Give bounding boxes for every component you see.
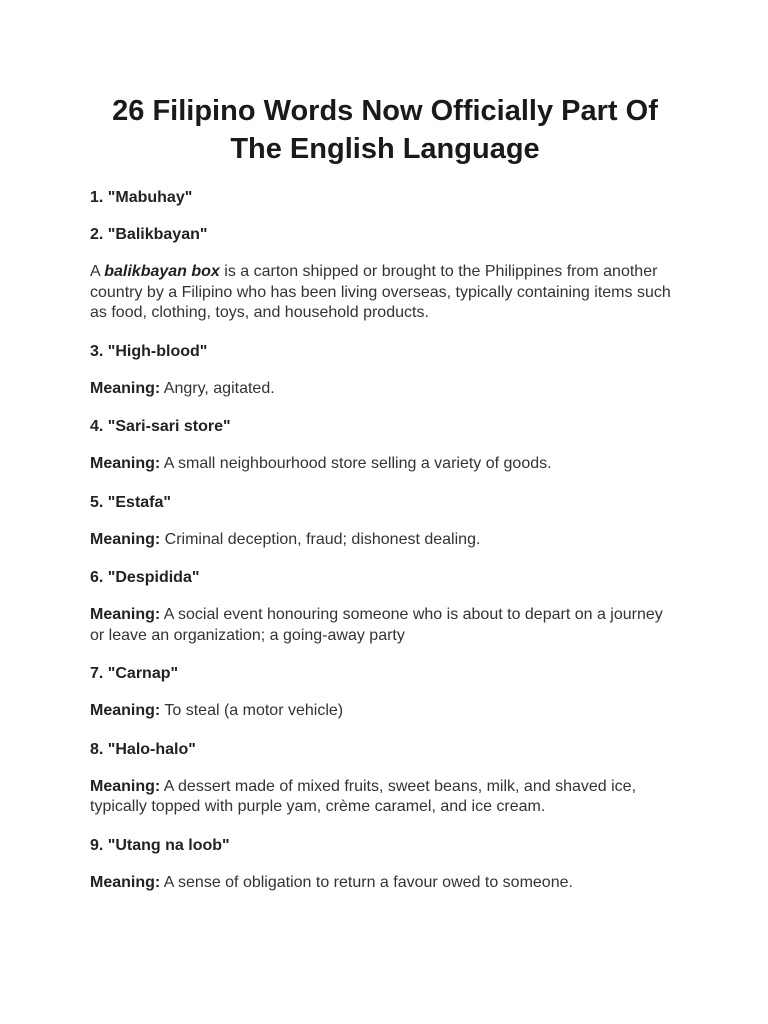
meaning-label: Meaning: (90, 455, 161, 472)
entry-heading-7: 7. "Carnap" (90, 665, 179, 682)
meaning-label: Meaning: (90, 702, 161, 719)
entry-meaning-7: Meaning: To steal (a motor vehicle) (90, 702, 344, 719)
entry-meaning-5: Meaning: Criminal deception, fraud; dishonest dealing. (90, 530, 481, 548)
page-title (90, 92, 680, 168)
entry-meaning-4: Meaning: A small neighbourhood store selling a variety of goods. (90, 455, 552, 472)
title-line-1: 26 Filipino Words Now Officially Part Of (112, 95, 658, 127)
document-page (90, 92, 680, 893)
meaning-label: Meaning: (90, 873, 161, 891)
entry-heading-5: 5. "Estafa" (90, 493, 171, 511)
balikbayan-description: A balikbayan box is a carton shipped or brought to the Philippines from another country by a Filipino who has been living overseas, typically containing items such as food, clothing, toys, and household products. (90, 263, 671, 321)
entry-heading-4: 4. "Sari-sari store" (90, 418, 231, 435)
entry-meaning-8: Meaning: A dessert made of mixed fruits, sweet beans, milk, and shaved ice, typically topped with purple yam, crème caramel, and ice cream. (90, 777, 637, 815)
entry-meaning-6: Meaning: A social event honouring someone who is about to depart on a journey or leave an organization; a going-away party (90, 606, 663, 644)
entry-heading-2: 2. "Balikbayan" (90, 226, 208, 243)
balikbayan-box-term: balikbayan box (104, 263, 220, 280)
entry-heading-9: 9. "Utang na loob" (90, 836, 230, 854)
entry-heading-3: 3. "High-blood" (90, 342, 208, 360)
meaning-label: Meaning: (90, 379, 161, 397)
meaning-label: Meaning: (90, 530, 161, 548)
meaning-label: Meaning: (90, 606, 161, 623)
entry-heading-1: 1. "Mabuhay" (90, 189, 193, 206)
meaning-label: Meaning: (90, 777, 161, 795)
entry-heading-8: 8. "Halo-halo" (90, 740, 196, 758)
entry-meaning-3: Meaning: Angry, agitated. (90, 379, 275, 397)
entry-heading-6: 6. "Despidida" (90, 569, 200, 586)
entry-meaning-9: Meaning: A sense of obligation to return a favour owed to someone. (90, 873, 573, 891)
title-line-2: The English Language (230, 133, 540, 165)
